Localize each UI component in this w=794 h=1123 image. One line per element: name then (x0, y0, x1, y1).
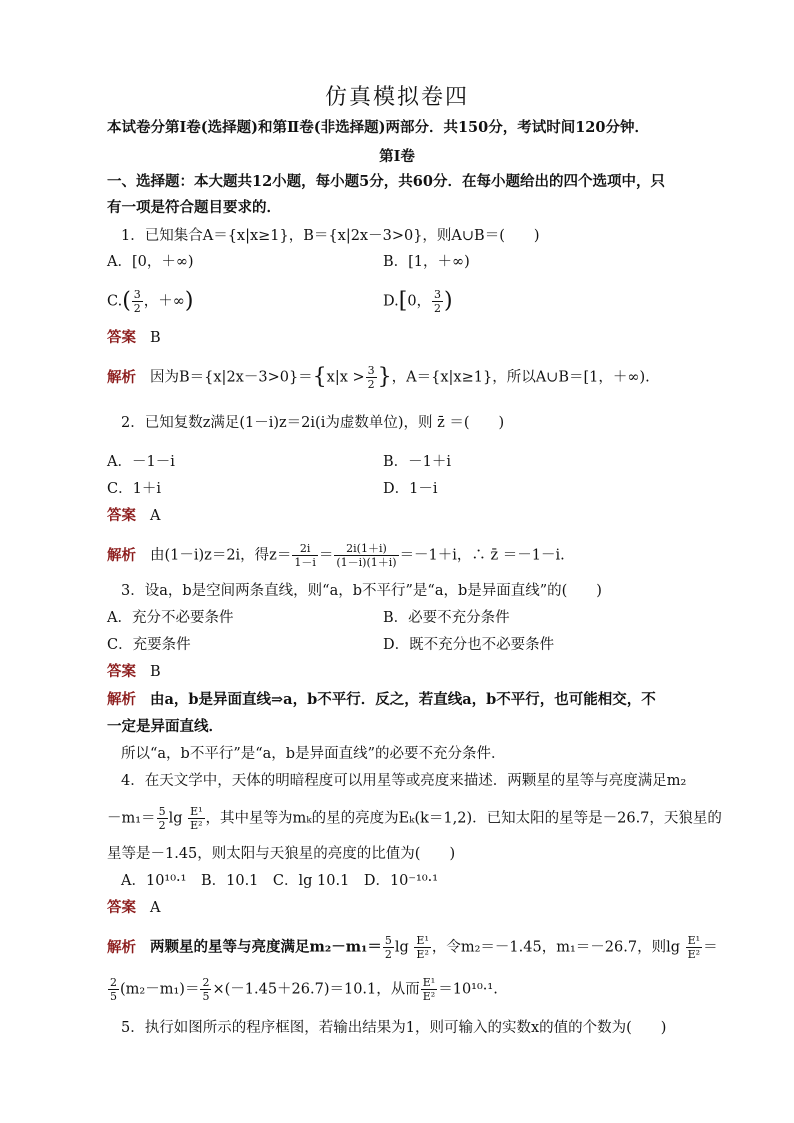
q1-analysis: 解析 因为B＝{x|2x－3>0}＝{x|x > $\frac{3}{2}$ }，A＝{x|x≥1}，所以A∪B＝[1，＋∞). (107, 364, 650, 391)
q4-stem-post: ，其中星等为mₖ的星的亮度为Eₖ(k＝1,2)．已知太阳的星等是－26.7，天狼星的 (205, 810, 722, 827)
q2-option-b: B．－1＋i (383, 454, 452, 470)
q4-analysis-e-fraction3 (421, 976, 437, 1003)
q4-a-e-num: E¹ (416, 934, 429, 947)
q4-analysis-l2-pre: (m₂－m₁)＝ (120, 981, 200, 998)
q1-option-c-suffix: ，＋∞ (143, 293, 185, 310)
q1-stem: 1．已知集合A＝{x|x≥1}，B＝{x|2x－3>0}，则A∪B＝( ) (121, 228, 540, 244)
answer-label: 答案 (107, 899, 136, 916)
q3-stem: 3．设a，b是空间两条直线，则“a，b不平行”是“a，b是异面直线”的( ) (121, 583, 602, 599)
analysis-label: 解析 (107, 691, 136, 708)
q4-analysis-mid: ，令m₂＝－1.45，m₁＝－26.7，则lg (431, 939, 680, 956)
analysis-label: 解析 (107, 938, 136, 956)
q1-option-c: C.( $\frac{3}{2}$ ，＋∞) (107, 288, 194, 315)
q4-a-e2-den: E² (687, 948, 701, 961)
q2-answer-value: A (150, 508, 161, 524)
q4-a-lg: lg (394, 939, 409, 956)
q3-analysis-line2: 一定是异面直线． (107, 718, 223, 735)
q1-analysis-num: 3 (367, 364, 375, 377)
q4-stem-fraction (157, 805, 168, 832)
q1-answer-value: B (150, 330, 161, 346)
q2-analysis: 解析 由(1－i)z＝2i，得z＝ $\frac{2i}{1-i}$ ＝ $\frac{2i(1+i)}{(1-i)(1+i)}$ ＝－1＋i，∴ z̄ ＝－1－i. (107, 542, 565, 569)
q4-analysis-fraction1 (383, 934, 394, 961)
q4-answer-value: A (150, 900, 161, 916)
page-title: 仿真模拟卷四 (324, 85, 469, 110)
q3-answer (107, 662, 161, 682)
q4-analysis-line2 (107, 976, 498, 1003)
q2-analysis-fraction2 (334, 542, 398, 569)
q4-stem-line2 (107, 805, 722, 832)
q4-analysis-pre: 两颗星的星等与亮度满足m₂－m₁＝ (150, 938, 382, 956)
q4-a-e3-den: E² (422, 990, 436, 1003)
answer-label: 答案 (107, 507, 136, 524)
q1-answer (107, 328, 161, 348)
intro-text: 本试卷分第Ⅰ卷(选择题)和第Ⅱ卷(非选择题)两部分．共150分，考试时间120分钟． (107, 119, 649, 136)
q2-analysis-fraction1 (292, 542, 318, 569)
q5-stem: 5．执行如图所示的程序框图，若输出结果为1，则可输入的实数x的值的个数为( ) (121, 1020, 667, 1036)
q4-a-num: 5 (384, 934, 392, 947)
q2-f2-num: 2i(1＋i) (334, 542, 398, 556)
q2-option-a: A．－1－i (107, 454, 175, 470)
analysis-label: 解析 (107, 368, 136, 386)
q1-analysis-den: 2 (367, 378, 375, 391)
q3-analysis-line3: 所以“a，b不平行”是“a，b是异面直线”的必要不充分条件． (121, 746, 506, 762)
q3-answer-value: B (150, 664, 161, 680)
q3-option-b: B．必要不充分条件 (383, 610, 510, 626)
q1-option-d-fraction (432, 288, 443, 315)
q4-stem-e-num: E¹ (190, 805, 203, 818)
q4-a-e3-num: E¹ (422, 976, 436, 989)
q4-analysis-e-fraction2 (686, 934, 702, 961)
q1-option-c-den: 2 (133, 302, 141, 315)
part-heading: 第Ⅰ卷 (379, 148, 415, 165)
q1-analysis-pre: 因为B＝{x|2x－3>0}＝ (150, 369, 313, 386)
q2-answer (107, 506, 160, 526)
q1-analysis-post: ，A＝{x|x≥1}，所以A∪B＝[1，＋∞). (391, 369, 650, 386)
q4-stem-pre: －m₁＝ (107, 810, 156, 827)
q2-f1-den: 1－i (294, 556, 316, 569)
q3-option-d: D．既不充分也不必要条件 (383, 637, 555, 653)
answer-label: 答案 (107, 329, 136, 346)
q4-analysis-l2-mid: ×(－1.45＋26.7)＝10.1，从而 (212, 981, 420, 998)
q4-a-e-den: E² (416, 948, 429, 961)
q1-option-d: D.[0， $\frac{3}{2}$ ) (383, 288, 453, 315)
q1-option-c-fraction (132, 288, 143, 315)
q3-analysis-line1 (107, 690, 656, 710)
q4-stem-line3: 星等是－1.45，则太阳与天狼星的亮度的比值为( ) (107, 846, 456, 862)
q1-option-d-mid: 0， (407, 293, 432, 310)
q2-stem: 2．已知复数z满足(1－i)z＝2i(i为虚数单位)，则 z̄ ＝( ) (121, 415, 505, 431)
q2-analysis-pre: 由(1－i)z＝2i，得z＝ (150, 547, 292, 564)
q3-analysis-text1: 由a，b是异面直线⇒a，b不平行．反之，若直线a，b不平行，也可能相交，不 (150, 691, 656, 708)
q4-answer (107, 898, 160, 918)
q1-analysis-set: x|x > (326, 369, 365, 386)
q1-option-a: A．[0，＋∞) (107, 254, 194, 270)
answer-label: 答案 (107, 663, 136, 680)
q2-analysis-post: ＝－1＋i，∴ z̄ ＝－1－i. (399, 547, 565, 564)
q4-analysis-line1: 解析 两颗星的星等与亮度满足m₂－m₁＝ $\frac{5}{2}$ lg $\frac{\text{E¹}}{\text{E²}}$ ，令m₂＝－1.45，m₁＝－26.7，则lg $\frac{\text{E¹}}{\text{E²}}$ ＝ (107, 934, 718, 961)
analysis-label: 解析 (107, 546, 136, 564)
q1-option-b: B．[1，＋∞) (383, 254, 470, 270)
q2-option-c: C．1＋i (107, 481, 161, 497)
q1-option-c-prefix: C. (107, 293, 123, 310)
q4-stem-lg: lg (168, 810, 183, 827)
q4-analysis-fraction3: $\frac{2}{5}$ (202, 976, 210, 1003)
q1-option-d-prefix: D. (383, 293, 399, 310)
q1-option-c-num: 3 (133, 288, 141, 301)
q4-stem-den: 2 (158, 819, 166, 832)
q1-option-d-num: 3 (434, 288, 442, 301)
q4-analysis-l2-post: ＝10¹⁰·¹. (438, 981, 498, 998)
q3-option-a: A．充分不必要条件 (107, 610, 234, 626)
q4-analysis-fraction2: $\frac{2}{5}$ (110, 976, 117, 1003)
q1-analysis-fraction (366, 364, 377, 391)
q4-options: A．10¹⁰·¹ B．10.1 C．lg 10.1 D．10⁻¹⁰·¹ (121, 873, 439, 889)
section-heading-line2: 有一项是符合题目要求的． (107, 199, 281, 216)
q4-analysis-e-fraction (414, 934, 430, 961)
section-heading-line1: 一、选择题：本大题共12小题，每小题5分，共60分．在每小题给出的四个选项中，只 (107, 173, 665, 190)
q4-stem-num: 5 (158, 805, 166, 818)
q1-option-d-den: 2 (434, 302, 442, 315)
q2-f1-num: 2i (292, 542, 318, 556)
q4-a-e2-num: E¹ (687, 934, 701, 947)
q2-f2-den: (1－i)(1＋i) (336, 556, 397, 569)
q3-option-c: C．充要条件 (107, 637, 191, 653)
q4-a-den: 2 (384, 948, 392, 961)
q2-option-d: D．1－i (383, 481, 438, 497)
q4-stem-e-fraction (188, 805, 204, 832)
q4-stem-line1: 4．在天文学中，天体的明暗程度可以用星等或亮度来描述．两颗星的星等与亮度满足m₂ (121, 773, 687, 789)
q4-stem-e-den: E² (190, 819, 203, 832)
